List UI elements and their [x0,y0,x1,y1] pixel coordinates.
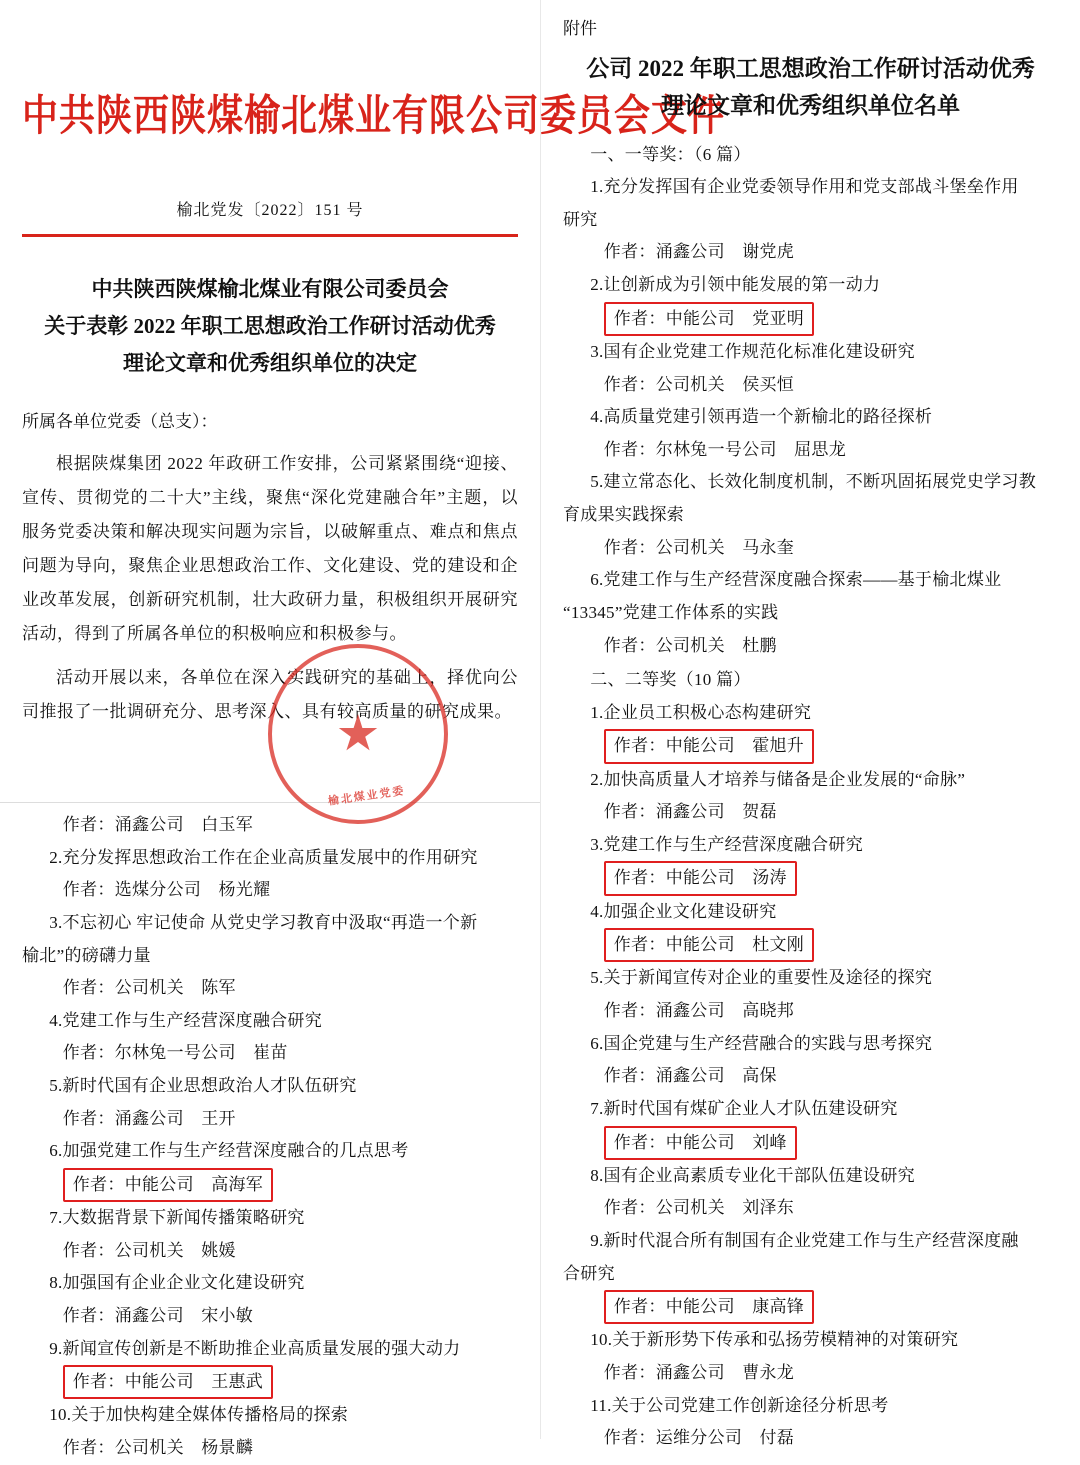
author-highlight-box: 作者：中能公司 霍旭升 [604,729,814,763]
author-line-highlighted [563,729,1058,763]
award-entry-title: 5.关于新闻宣传对企业的重要性及途径的探究 [590,968,933,988]
author-line: 作者：涌鑫公司 谢党虎 [603,242,795,262]
award-entry-title: 6.党建工作与生产经营深度融合探索——基于榆北煤业 [590,570,1002,590]
award-entry-title: 5.建立常态化、长效化制度机制，不断巩固拓展党史学习教 [590,472,1037,492]
issuing-authority-title: 中共陕西陕煤榆北煤业有限公司委员会文件 [22,90,726,141]
award-entry-title: 8.加强国有企业企业文化建设研究 [49,1273,305,1293]
award-entry-title: 7.大数据背景下新闻传播策略研究 [49,1208,305,1228]
author-line: 作者：公司机关 杜鹏 [603,635,777,655]
author-line: 作者：公司机关 侯买恒 [603,374,795,394]
author-line: 作者：涌鑫公司 贺磊 [603,802,777,822]
award-list-section-second-prize [541,664,1080,1455]
author-line: 作者：运维分公司 付磊 [603,1428,795,1448]
author-line-highlighted [22,1168,518,1202]
award-entry-title-continued: 育成果实践探索 [563,505,685,525]
award-entry-title: 1.企业员工积极心态构建研究 [590,702,812,722]
award-entry-title: 6.加强党建工作与生产经营深度融合的几点思考 [49,1141,409,1161]
author-line: 作者：涌鑫公司 白玉军 [62,815,254,834]
attachment-title [555,51,1066,125]
author-line-highlighted [563,861,1058,895]
author-line-highlighted [563,928,1058,962]
award-list-section-first-prize [541,139,1080,663]
document-number: 榆北党发〔2022〕151 号 [176,202,364,220]
author-line: 作者：涌鑫公司 宋小敏 [62,1305,254,1325]
author-highlight-box: 作者：中能公司 刘峰 [604,1126,797,1160]
award-entry-title: 9.新时代混合所有制国有企业党建工作与生产经营深度融 [590,1231,1019,1251]
author-line: 作者：涌鑫公司 王开 [62,1108,236,1128]
award-entry-title-continued: 合研究 [563,1263,615,1283]
document-addressee: 所属各单位党委（总支）： [22,411,218,431]
document-paragraph-1: 根据陕煤集团 2022 年政研工作安排，公司紧紧围绕“迎接、宣传、贯彻党的二十大”主线，聚焦“深化党建融合年”主题，以服务党委决策和解决现实问题为宗旨，以破解重点、难点和焦点问题为导向，聚焦企业思想政治工作、文化建设、党的建设和企业改革发展，创新研究机制，壮大政研力量，积极组织开展研究活动，得到了所属各单位的积极响应和积极参与。 [22,453,518,643]
author-line: 作者：公司机关 陈军 [62,978,236,998]
author-highlight-box: 作者：中能公司 杜文刚 [604,928,814,962]
author-line: 作者：公司机关 姚媛 [62,1240,236,1260]
award-entry-title: 3.不忘初心 牢记使命 从党史学习教育中汲取“再造一个新 [49,912,478,932]
seal-label: 榆北煤业党委 [327,785,407,808]
document-heading-line-1: 中共陕西陕煤榆北煤业有限公司委员会 [91,277,449,302]
section-heading-second-prize: 二、二等奖（10 篇） [590,670,751,690]
attachment-title-line-2: 理论文章和优秀组织单位名单 [661,92,960,118]
award-entry-title: 4.高质量党建引领再造一个新榆北的路径探析 [590,407,933,427]
award-entry-title: 2.充分发挥思想政治工作在企业高质量发展中的作用研究 [49,847,478,867]
left-continued-award-list [0,809,540,1465]
award-entry-title: 4.党建工作与生产经营深度融合研究 [49,1010,323,1030]
author-highlight-box: 作者：中能公司 高海军 [63,1168,273,1202]
author-line: 作者：尔林兔一号公司 屈思龙 [603,439,846,459]
award-entry-title: 3.国有企业党建工作规范化标准化建设研究 [590,341,915,361]
author-line-highlighted [563,1126,1058,1160]
author-line: 作者：公司机关 刘泽东 [603,1198,795,1218]
award-entry-title: 10.关于加快构建全媒体传播格局的探索 [49,1405,349,1425]
award-entry-title: 2.加快高质量人才培养与储备是企业发展的“命脉” [590,769,966,789]
award-entry-title: 1.充分发挥国有企业党委领导作用和党支部战斗堡垒作用 [590,177,1019,197]
document-heading-line-3: 理论文章和优秀组织单位的决定 [123,350,417,375]
award-entry-title: 4.加强企业文化建设研究 [590,901,777,921]
author-line-highlighted [22,1365,518,1399]
award-entry-title: 9.新闻宣传创新是不断助推企业高质量发展的强大动力 [49,1338,461,1358]
author-line: 作者：选煤分公司 杨光耀 [62,880,271,900]
document-paragraph-2: 活动开展以来，各单位在深入实践研究的基础上，择优向公司推报了一批调研充分、思考深入、具有较高质量的研究成果。 [22,667,518,721]
author-line: 作者：尔林兔一号公司 崔苗 [62,1043,288,1063]
author-highlight-box: 作者：中能公司 康高锋 [604,1290,814,1324]
attachment-label: 附件 [563,19,597,38]
award-entry-title: 7.新时代国有煤矿企业人才队伍建设研究 [590,1098,898,1118]
award-entry-title-continued: 榆北”的磅礴力量 [22,945,151,965]
author-highlight-box: 作者：中能公司 王惠武 [63,1365,273,1399]
right-page-column [540,0,1080,1448]
red-horizontal-rule [22,234,518,237]
author-highlight-box: 作者：中能公司 汤涛 [604,861,797,895]
award-entry-title-continued: “13345”党建工作体系的实践 [563,602,779,622]
section-heading-first-prize: 一、一等奖：（6 篇） [590,144,751,164]
award-entry-title: 6.国企党建与生产经营融合的实践与思考探究 [590,1033,933,1053]
award-entry-title-continued: 研究 [563,209,598,229]
award-entry-title: 5.新时代国有企业思想政治人才队伍研究 [49,1076,357,1095]
author-line-highlighted [563,1290,1058,1324]
author-line: 作者：涌鑫公司 高晓邦 [603,1001,795,1021]
author-line: 作者：公司机关 杨景麟 [62,1438,254,1457]
award-entry-title: 11.关于公司党建工作创新途径分析思考 [590,1395,889,1415]
award-entry-title: 2.让创新成为引领中能发展的第一动力 [590,275,881,295]
author-highlight-box: 作者：中能公司 党亚明 [604,302,814,336]
document-heading-line-2: 关于表彰 2022 年职工思想政治工作研讨活动优秀 [44,314,496,339]
award-entry-title: 8.国有企业高素质专业化干部队伍建设研究 [590,1165,915,1185]
award-entry-title: 10.关于新形势下传承和弘扬劳模精神的对策研究 [590,1330,959,1350]
author-line: 作者：涌鑫公司 高保 [603,1066,777,1086]
award-entry-title: 3.党建工作与生产经营深度融合研究 [590,834,864,854]
author-line: 作者：公司机关 马永奎 [603,537,795,557]
author-line: 作者：涌鑫公司 曹永龙 [603,1363,795,1383]
author-line-highlighted [563,302,1058,336]
attachment-title-line-1: 公司 2022 年职工思想政治工作研讨活动优秀 [586,56,1035,81]
document-heading [22,271,518,381]
